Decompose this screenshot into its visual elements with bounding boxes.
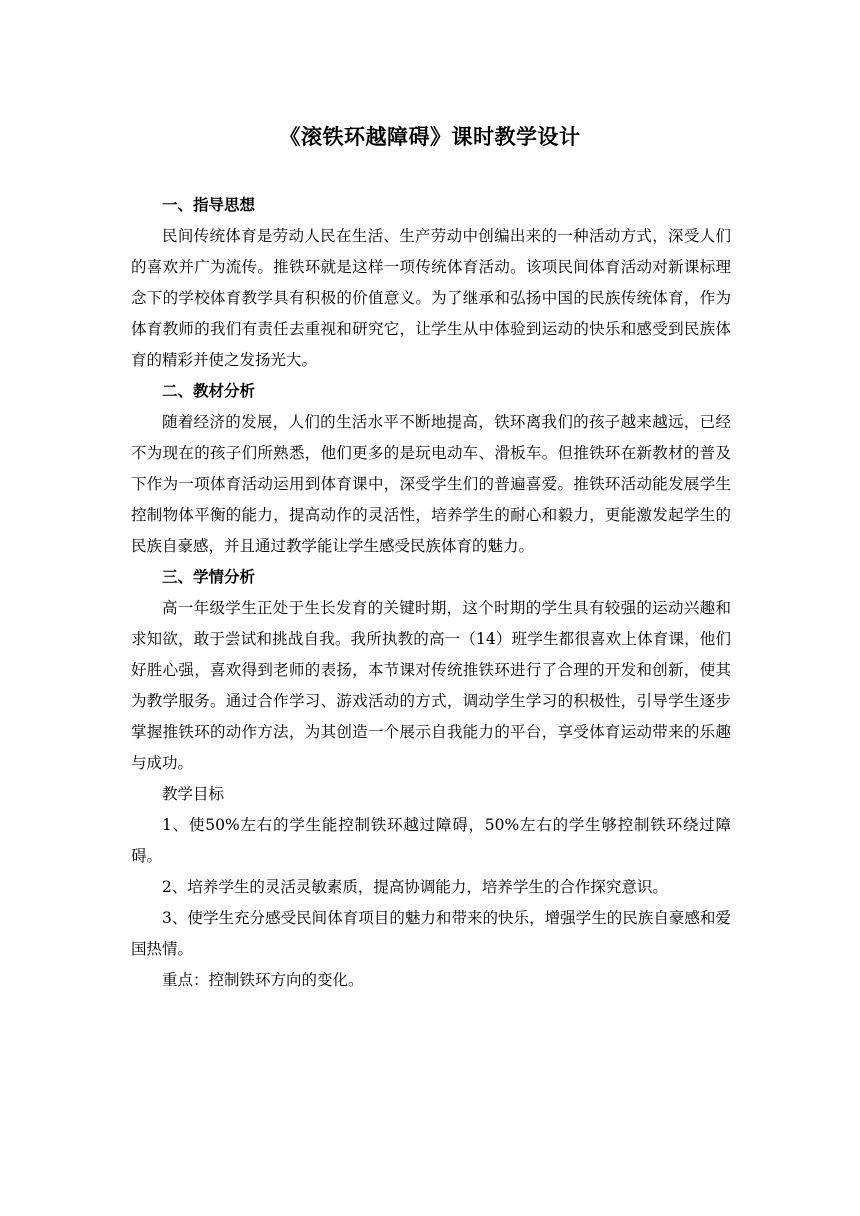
document-body [131,190,731,996]
paragraph-material-analysis: 随着经济的发展，人们的生活水平不断地提高，铁环离我们的孩子越来越远，已经不为现在的孩子们所熟悉，他们更多的是玩电动车、滑板车。但推铁环在新教材的普及下作为一项体育活动运用到体育课中，深受学生们的普遍喜爱。推铁环活动能发展学生控制物体平衡的能力，提高动作的灵活性，培养学生的耐心和毅力，更能激发起学生的民族自豪感，并且通过教学能让学生感受民族体育的魅力。 [131,413,731,555]
paragraph-key-point: 重点：控制铁环方向的变化。 [162,971,364,989]
paragraph-goal-2: 2、培养学生的灵活灵敏素质，提高协调能力，培养学生的合作探究意识。 [162,878,668,896]
document-title: 《滚铁环越障碍》课时教学设计 [279,125,581,149]
section-heading-guiding-ideology: 一、指导思想 [162,196,256,214]
paragraph-teaching-goals-label: 教学目标 [162,785,225,803]
section-heading-material-analysis: 二、教材分析 [162,382,256,400]
paragraph-goal-1: 1、使50%左右的学生能控制铁环越过障碍，50%左右的学生够控制铁环绕过障碍。 [131,816,731,865]
paragraph-student-analysis: 高一年级学生正处于生长发育的关键时期，这个时期的学生具有较强的运动兴趣和求知欲，敢于尝试和挑战自我。我所执教的高一（14）班学生都很喜欢上体育课，他们好胜心强，喜欢得到老师的表扬，本节课对传统推铁环进行了合理的开发和创新，使其为教学服务。通过合作学习、游戏活动的方式，调动学生学习的积极性，引导学生逐步掌握推铁环的动作方法，为其创造一个展示自我能力的平台，享受体育运动带来的乐趣与成功。 [131,599,731,772]
paragraph-guiding-ideology: 民间传统体育是劳动人民在生活、生产劳动中创编出来的一种活动方式，深受人们的喜欢并广为流传。推铁环就是这样一项传统体育活动。该项民间体育活动对新课标理念下的学校体育教学具有积极的价值意义。为了继承和弘扬中国的民族传统体育，作为体育教师的我们有责任去重视和研究它，让学生从中体验到运动的快乐和感受到民族体育的精彩并使之发扬光大。 [131,227,731,369]
paragraph-goal-3: 3、使学生充分感受民间体育项目的魅力和带来的快乐，增强学生的民族自豪感和爱国热情。 [131,909,731,958]
section-heading-student-analysis: 三、学情分析 [162,568,256,586]
